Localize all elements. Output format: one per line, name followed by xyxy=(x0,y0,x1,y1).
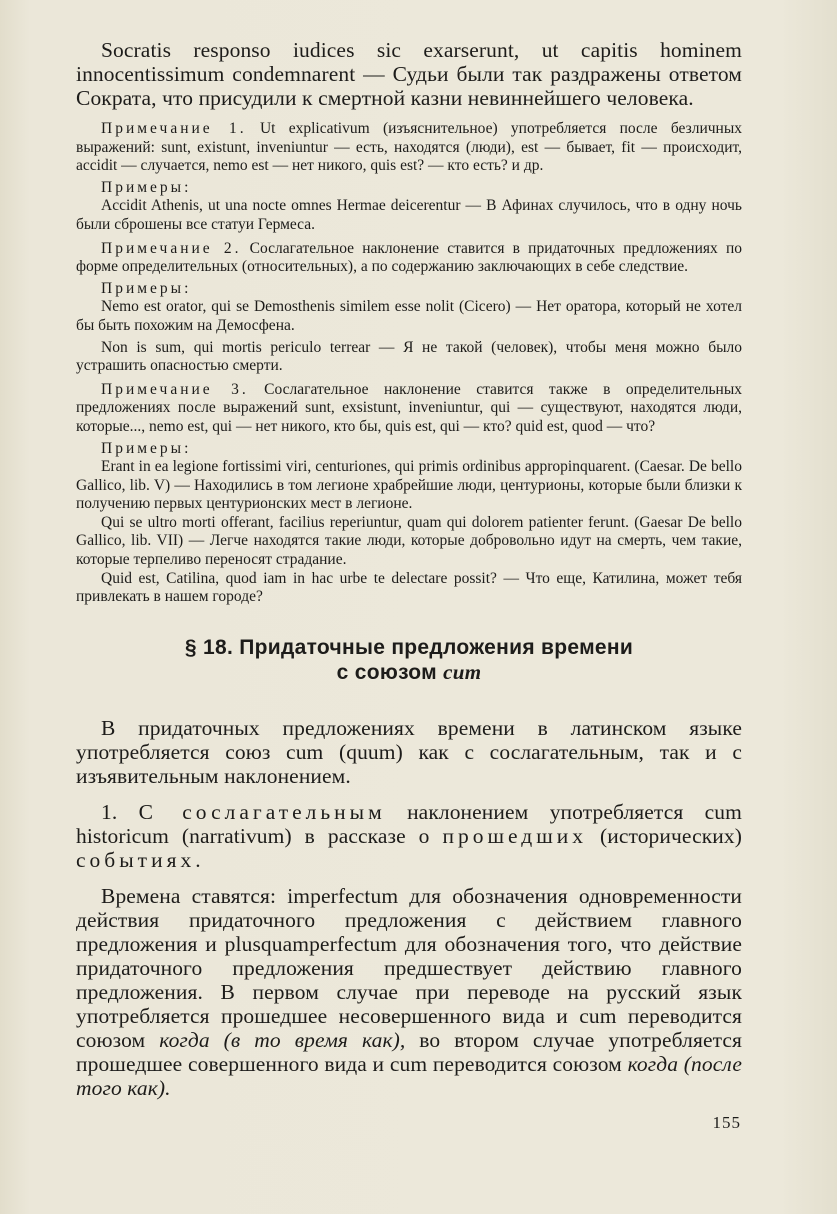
examples-1-label: Примеры: xyxy=(101,178,192,196)
note-3 xyxy=(76,381,742,437)
body-par3-italic-1: когда (в то время как), xyxy=(159,1027,406,1052)
note-2 xyxy=(76,240,742,277)
note-1-label: Примечание 1. xyxy=(101,120,247,137)
section-title-cum: cum xyxy=(443,659,482,684)
example-1-1: Accidit Athenis, ut una nocte omnes Hermae deicerentur — В Афинах случилось, что в одну ночь были сброшены все статуи Гермеса. xyxy=(76,197,742,233)
note-2-text: Сослагательное наклонение ставится в придаточных предложениях по форме определительных (относительных), а по содержанию заключающих в себе следствие. xyxy=(76,239,742,276)
example-2-2: Non is sum, qui mortis periculo terrear — Я не такой (человек), чтобы меня можно было устрашить опасностью смерти. xyxy=(76,338,742,375)
note-2-label: Примечание 2. xyxy=(101,239,242,257)
example-2-1: Nemo est orator, qui se Demosthenis similem esse nolit (Cicero) — Нет оратора, который не хотел бы быть похожим на Демосфена. xyxy=(76,298,742,334)
example-3-2: Qui se ultro morti offerant, facilius reperiuntur, quam qui dolorem patienter ferunt. (Gaesar De bello Gallico, lib. VII) — Легче находятся такие люди, которые добровольно идут на смерть, чем такие, которые терпеливо переносят страдание. xyxy=(76,513,742,569)
page-number: 155 xyxy=(712,1113,741,1132)
body-par2-number: 1. xyxy=(101,799,118,824)
section-title-line-1: § 18. Придаточные предложения времени xyxy=(184,635,634,659)
section-heading xyxy=(76,635,742,685)
examples-3-label: Примеры: xyxy=(101,439,192,457)
body-par2-spaced-2: прошедших xyxy=(442,823,588,848)
body-par2-mid-2: (исторических) xyxy=(599,823,742,848)
examples-2-label: Примеры: xyxy=(101,279,192,297)
body-par2-spaced-3: событиях. xyxy=(76,847,205,872)
section-title-prefix: с союзом xyxy=(336,660,437,684)
intro-paragraph: Socratis responso iudices sic exarserunt, ut capitis hominem innocentissimum condemnarent — Судьи были так раздражены ответом Сократа, что присудили к смертной казни невиннейшего человека. xyxy=(76,38,742,110)
body-par3-text: Времена ставятся: imperfectum для обозначения одновременности действия придаточного предложения с действием главного предложения и plusquamperfectum для обозначения того, что действие придаточного предложения предшествует действию главного предложения. В первом случае при переводе на русский язык употребляется прошедшее несовершенного вида и cum переводится союзом xyxy=(76,883,742,1052)
example-3-3: Quid est, Catilina, quod iam in hac urbe te delectare possit? — Что еще, Катилина, может тебя привлекать в нашем городе? xyxy=(76,569,742,606)
note-3-text: Сослагательное наклонение ставится также в определительных предложениях после выражений sunt, exsistunt, inveniuntur, qui — существуют, находятся люди, которые..., nemo est, qui — нет никого, кто бы, quis est, qui — кто? quid est, quod — что? xyxy=(76,380,743,435)
body-paragraph-1: В придаточных предложениях времени в латинском языке употребляется союз cum (quum) как с сослагательным, так и с изъявительным наклонением. xyxy=(76,715,742,788)
body-par2-spaced-1: С сослагательным xyxy=(138,799,386,824)
body-par3-mid: во втором случае употребляется прошедшее совершенного вида и cum переводится союзом xyxy=(76,1027,742,1076)
body-paragraph-3 xyxy=(76,884,742,1100)
body-par2-mid: наклонением употребляется cum historicum (narrativum) в рассказе о xyxy=(76,799,742,848)
example-3-1: Erant in ea legione fortissimi viri, centuriones, qui primis ordinibus appropinquarent. (Caesar. De bello Gallico, lib. V) — Находились в том легионе храбрейшие люди, центурионы, которые были близки к получению первых центурионских мест в легионе. xyxy=(76,458,742,513)
section-title-line-2 xyxy=(76,660,742,685)
body-par3-italic-2: когда (после того как). xyxy=(76,1051,743,1100)
note-1-text: Ut explicativum (изъяснительное) употребляется после безличных выражений: sunt, existunt, inveniuntur — есть, находятся (люди), est — бывает, fit — происходит, accidit — случается, nemo est — нет никого, quis est? — кто есть? и др. xyxy=(76,120,743,175)
note-1 xyxy=(76,120,742,176)
note-3-label: Примечание 3. xyxy=(101,380,249,398)
body-paragraph-2 xyxy=(76,800,742,872)
